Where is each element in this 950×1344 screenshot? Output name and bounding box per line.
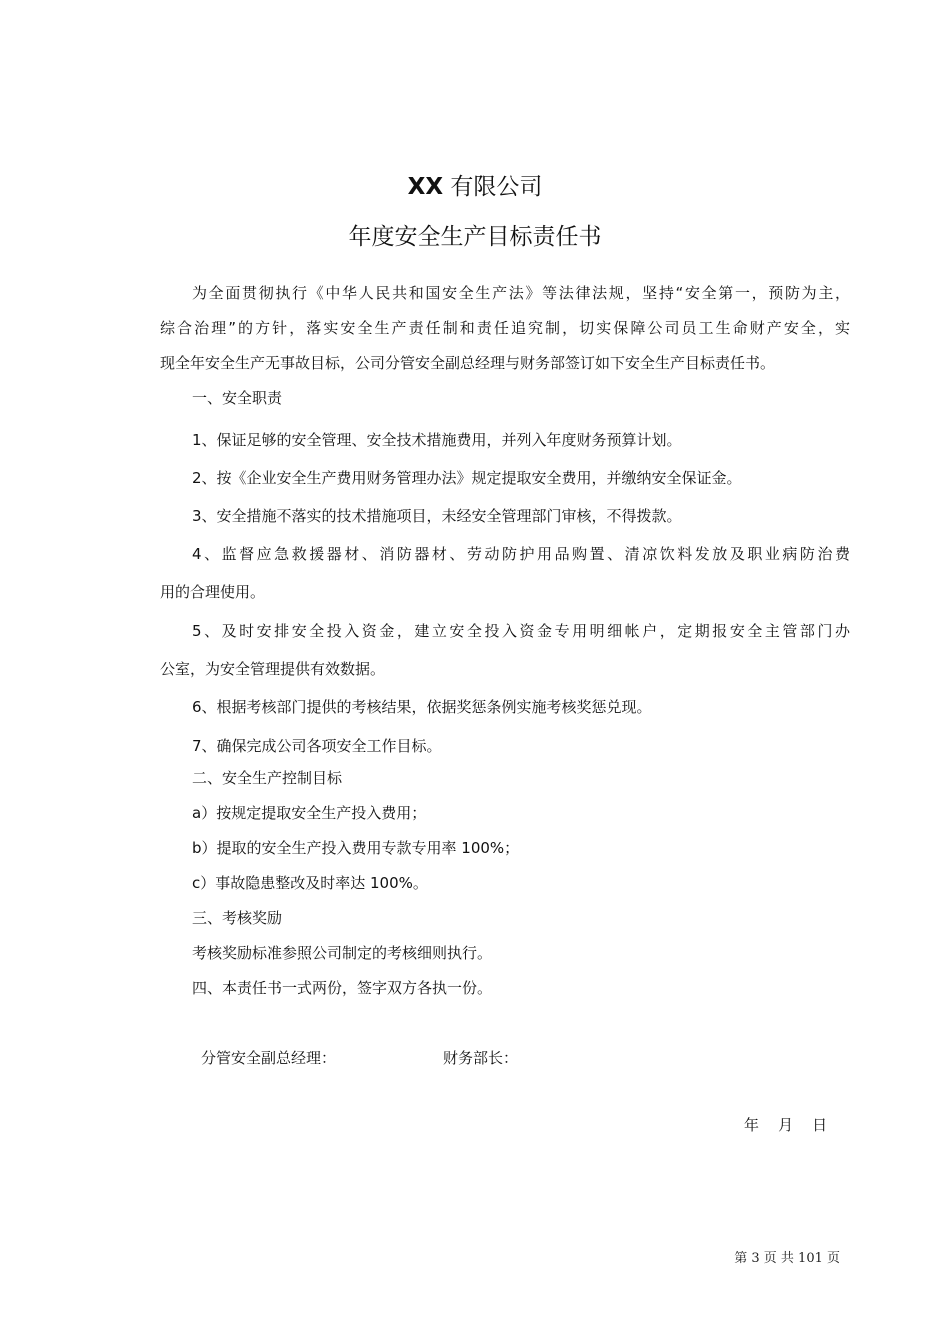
section-2-item-c: c）事故隐患整改及时率达 100%。	[192, 874, 428, 892]
section-1-item-6: 6、根据考核部门提供的考核结果，依据奖惩条例实施考核奖惩兑现。	[192, 698, 652, 716]
section-2-item-b: b）提取的安全生产投入费用专款专用率 100%；	[192, 839, 520, 857]
company-title	[0, 172, 950, 202]
section-1-item-5-cont: 公室，为安全管理提供有效数据。	[160, 660, 386, 678]
section-1-item-5: 5、及时安排安全投入资金，建立安全投入资金专用明细帐户，定期报安全主管部门办	[192, 622, 850, 640]
section-1-item-4: 4、监督应急救援器材、消防器材、劳动防护用品购置、清凉饮料发放及职业病防治费	[192, 545, 850, 563]
section-1-item-4-cont: 用的合理使用。	[160, 583, 266, 601]
section-3-text: 考核奖励标准参照公司制定的考核细则执行。	[192, 944, 493, 962]
intro-line-3: 现全年安全生产无事故目标，公司分管安全副总经理与财务部签订如下安全生产目标责任书。	[160, 354, 776, 372]
section-4-heading: 四、本责任书一式两份，签字双方各执一份。	[192, 979, 493, 997]
intro-line-1: 为全面贯彻执行《中华人民共和国安全生产法》等法律法规，坚持“安全第一，预防为主，	[192, 284, 850, 302]
page-footer: 第 3 页 共 101 页	[734, 1251, 840, 1266]
section-1-heading: 一、安全职责	[192, 389, 283, 407]
section-3-heading: 三、考核奖励	[192, 909, 283, 927]
section-1-item-2: 2、按《企业安全生产费用财务管理办法》规定提取安全费用，并缴纳安全保证金。	[192, 469, 742, 487]
section-2-heading: 二、安全生产控制目标	[192, 769, 343, 787]
section-1-item-3: 3、安全措施不落实的技术措施项目，未经安全管理部门审核，不得拨款。	[192, 507, 682, 525]
section-1-item-7: 7、确保完成公司各项安全工作目标。	[192, 737, 442, 755]
signature-deputy-gm-label: 分管安全副总经理：	[201, 1049, 337, 1067]
intro-line-2: 综合治理”的方针，落实安全生产责任制和责任追究制，切实保障公司员工生命财产安全，实	[160, 319, 850, 337]
section-2-item-a: a）按规定提取安全生产投入费用；	[192, 804, 427, 822]
section-1-item-1: 1、保证足够的安全管理、安全技术措施费用，并列入年度财务预算计划。	[192, 431, 682, 449]
company-title-bold: XX	[407, 174, 444, 200]
date-line: 年 月 日	[744, 1116, 828, 1134]
signature-finance-head-label: 财务部长：	[443, 1049, 519, 1067]
company-title-rest: 有限公司	[443, 174, 543, 200]
document-subtitle: 年度安全生产目标责任书	[348, 224, 602, 250]
